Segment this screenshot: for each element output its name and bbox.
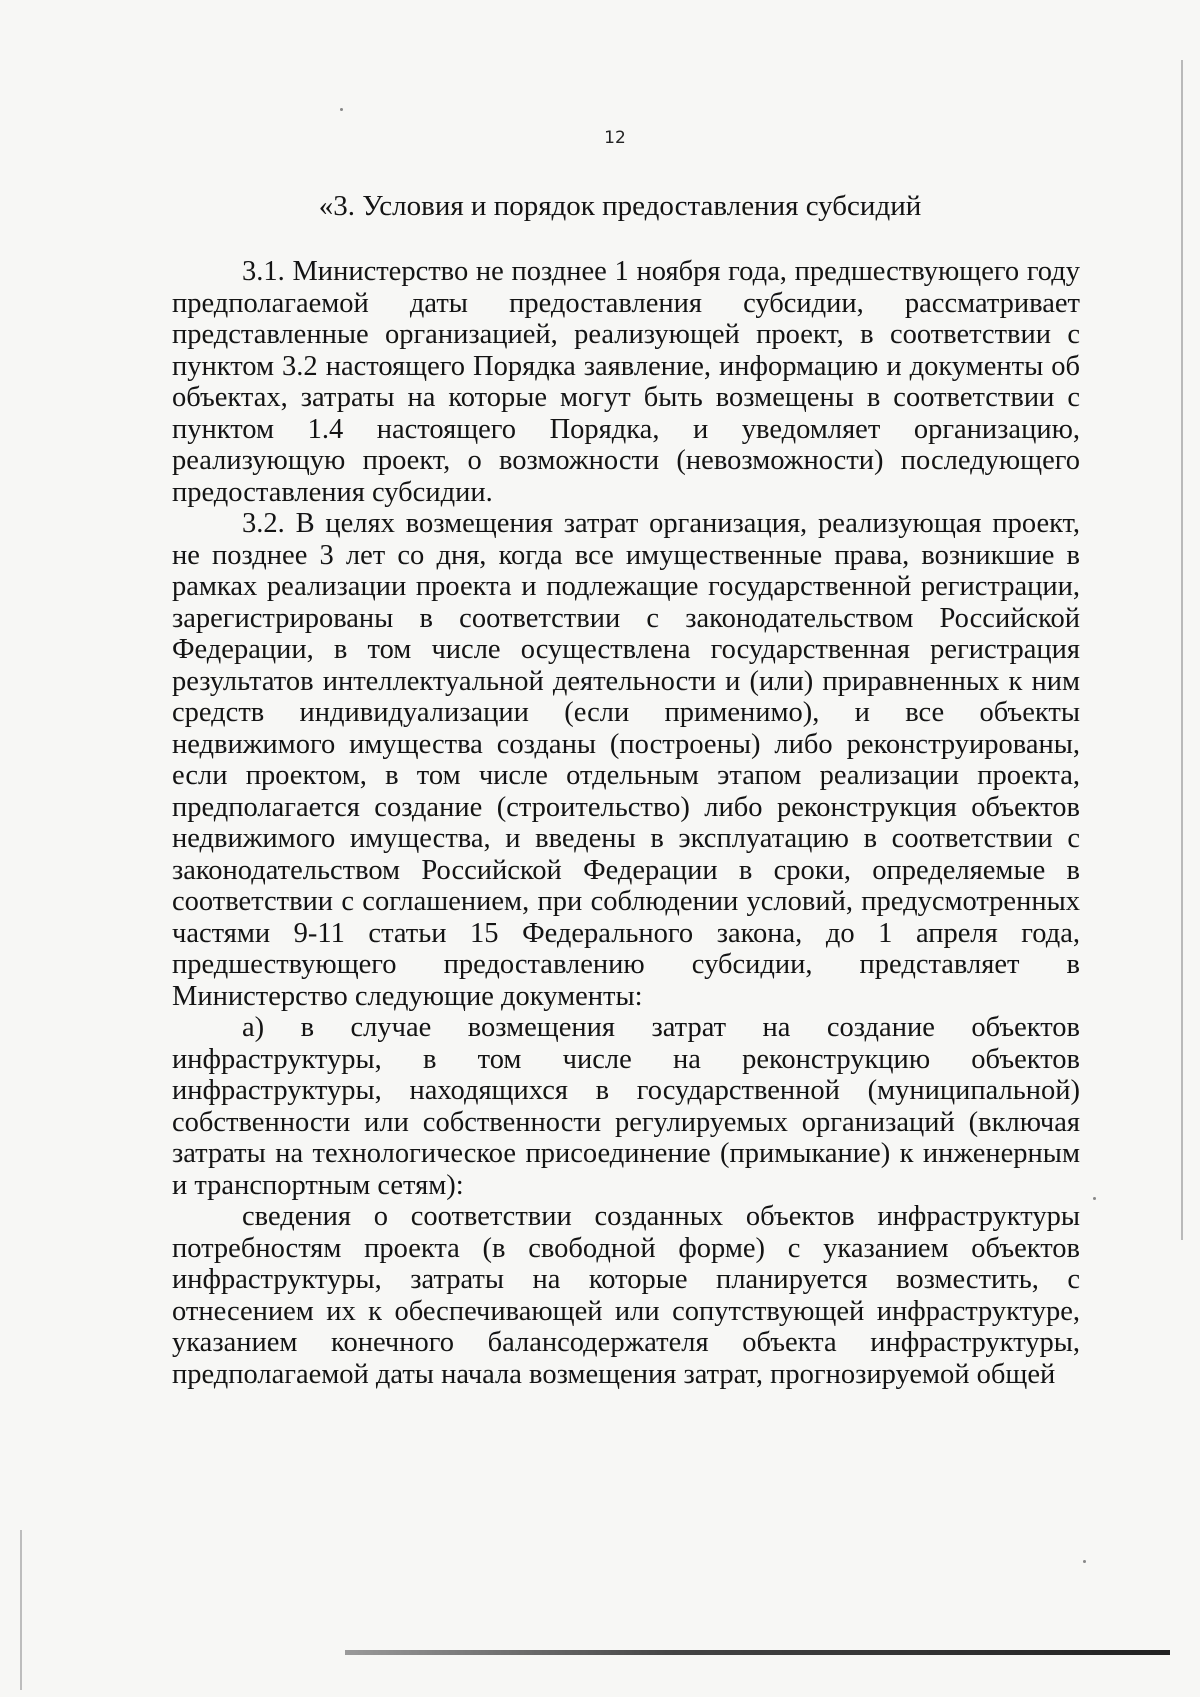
paragraph-infrastructure-info: сведения о соответствии созданных объектов инфраструктуры потребностям проекта (в свободной форме) с указанием объектов инфраструктуры, затраты на которые планируется возместить, с отнесением их к обеспечивающей или сопутствующей инфраструктуре, указанием конечного балансодержателя объекта инфраструктуры, предполагаемой даты начала возмещения затрат, прогнозируемой общей	[172, 1201, 1080, 1390]
scan-bottom-edge	[345, 1650, 1170, 1655]
scan-edge-right	[1181, 60, 1183, 1240]
scan-speck	[1083, 1560, 1086, 1563]
paragraph-3-1: 3.1. Министерство не позднее 1 ноября года, предшествующего году предполагаемой даты предоставления субсидии, рассматривает представленные организацией, реализующей проект, в соответствии с пунктом 3.2 настоящего Порядка заявление, информацию и документы об объектах, затраты на которые могут быть возмещены в соответствии с пунктом 1.4 настоящего Порядка, и уведомляет организацию, реализующую проект, о возможности (невозможности) последующего предоставления субсидии.	[172, 256, 1080, 508]
scan-edge-left	[20, 1530, 22, 1690]
paragraph-subitem-a: а) в случае возмещения затрат на создание объектов инфраструктуры, в том числе на реконструкцию объектов инфраструктуры, находящихся в государственной (муниципальной) собственности или собственности регулируемых организаций (включая затраты на технологическое присоединение (примыкание) к инженерным и транспортным сетям):	[172, 1012, 1080, 1201]
body-text	[172, 256, 1080, 1390]
scan-speck	[340, 108, 343, 111]
page-number: 12	[604, 128, 626, 148]
section-title: «3. Условия и порядок предоставления субсидий	[318, 190, 922, 222]
scan-speck	[1093, 1197, 1096, 1200]
paragraph-3-2: 3.2. В целях возмещения затрат организация, реализующая проект, не позднее 3 лет со дня, когда все имущественные права, возникшие в рамках реализации проекта и подлежащие государственной регистрации, зарегистрированы в соответствии с законодательством Российской Федерации, в том числе осуществлена государственная регистрация результатов интеллектуальной деятельности и (или) приравненных к ним средств индивидуализации (если применимо), и все объекты недвижимого имущества созданы (построены) либо реконструированы, если проектом, в том числе отдельным этапом реализации проекта, предполагается создание (строительство) либо реконструкция объектов недвижимого имущества, и введены в эксплуатацию в соответствии с законодательством Российской Федерации в сроки, определяемые в соответствии с соглашением, при соблюдении условий, предусмотренных частями 9-11 статьи 15 Федерального закона, до 1 апреля года, предшествующего предоставлению субсидии, представляет в Министерство следующие документы:	[172, 508, 1080, 1012]
